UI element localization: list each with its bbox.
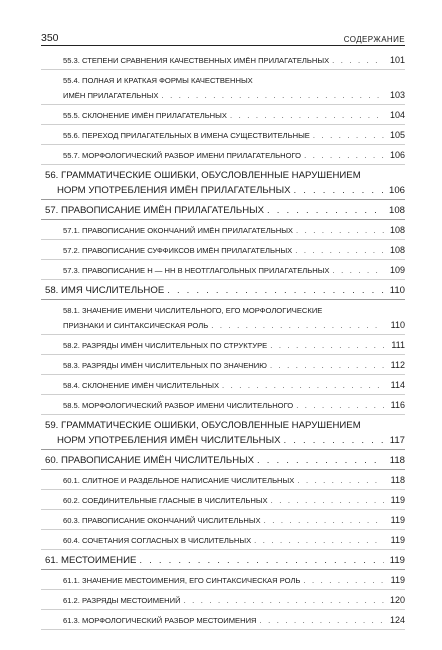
dot-leader <box>264 513 384 528</box>
toc-entry-title: 60.3. ПРАВОПИСАНИЕ ОКОНЧАНИЙ ЧИСЛИТЕЛЬНЫХ <box>63 515 261 525</box>
toc-section-entry[interactable] <box>41 510 405 530</box>
dot-leader <box>270 338 384 353</box>
row-divider <box>41 629 405 630</box>
toc-chapter-entry[interactable] <box>41 280 405 300</box>
toc-entry-title: 59. ГРАММАТИЧЕСКИЕ ОШИБКИ, ОБУСЛОВЛЕННЫЕ НАРУШЕНИЕМ <box>45 419 361 431</box>
toc-entry-title: 55.4. ПОЛНАЯ И КРАТКАЯ ФОРМЫ КАЧЕСТВЕННЫХ <box>63 75 253 85</box>
toc-section-entry[interactable] <box>41 530 405 550</box>
toc-page-number: 124 <box>389 614 405 625</box>
toc-section-entry[interactable] <box>41 145 405 165</box>
toc-page-number: 106 <box>388 184 405 196</box>
dot-leader <box>297 473 384 488</box>
toc-page-number: 104 <box>389 109 405 120</box>
toc-chapter-entry[interactable] <box>41 200 405 220</box>
toc-entry-title: 60.1. СЛИТНОЕ И РАЗДЕЛЬНОЕ НАПИСАНИЕ ЧИСЛИТЕЛЬНЫХ <box>63 475 295 485</box>
dot-leader <box>333 263 385 278</box>
toc-page-number: 109 <box>389 264 405 275</box>
dot-leader <box>167 283 384 298</box>
table-of-contents <box>41 50 405 630</box>
toc-section-entry[interactable] <box>41 70 405 105</box>
dot-leader <box>295 243 384 258</box>
toc-entry-title: 58.2. РАЗРЯДЫ ИМЁН ЧИСЛИТЕЛЬНЫХ ПО СТРУКТУРЕ <box>63 340 268 350</box>
toc-entry-title: 58. ИМЯ ЧИСЛИТЕЛЬНОЕ <box>45 284 165 296</box>
toc-section-entry[interactable] <box>41 105 405 125</box>
toc-section-entry[interactable] <box>41 50 405 70</box>
dot-leader <box>284 433 384 448</box>
dot-leader <box>296 223 384 238</box>
toc-section-entry[interactable] <box>41 335 405 355</box>
toc-page-number: 119 <box>390 494 405 505</box>
dot-leader <box>303 573 384 588</box>
toc-entry-title: ПРИЗНАКИ И СИНТАКСИЧЕСКАЯ РОЛЬ <box>63 320 209 330</box>
toc-page-number: 108 <box>388 204 405 216</box>
toc-entry-title: 55.3. СТЕПЕНИ СРАВНЕНИЯ КАЧЕСТВЕННЫХ ИМЁН ПРИЛАГАТЕЛЬНЫХ <box>63 55 330 65</box>
toc-page-number: 101 <box>389 54 405 65</box>
page-number: 350 <box>41 32 59 44</box>
toc-entry-title: 58.5. МОРФОЛОГИЧЕСКИЙ РАЗБОР ИМЕНИ ЧИСЛИТЕЛЬНОГО <box>63 400 294 410</box>
toc-section-entry[interactable] <box>41 240 405 260</box>
toc-entry-title: 57.1. ПРАВОПИСАНИЕ ОКОНЧАНИЙ ИМЁН ПРИЛАГАТЕЛЬНЫХ <box>63 225 293 235</box>
dot-leader <box>254 533 384 548</box>
toc-page-number: 110 <box>389 284 405 296</box>
toc-page-number: 119 <box>390 514 405 525</box>
page-header <box>41 30 405 44</box>
dot-leader <box>270 358 384 373</box>
toc-chapter-entry[interactable] <box>41 415 405 450</box>
toc-page-number: 118 <box>389 454 405 466</box>
dot-leader <box>260 613 384 628</box>
toc-entry-title: 61. МЕСТОИМЕНИЕ <box>45 554 137 566</box>
toc-page-number: 118 <box>390 474 405 485</box>
toc-entry-title: 61.2. РАЗРЯДЫ МЕСТОИМЕНИЙ <box>63 595 181 605</box>
toc-entry-title: 60.2. СОЕДИНИТЕЛЬНЫЕ ГЛАСНЫЕ В ЧИСЛИТЕЛЬНЫХ <box>63 495 268 505</box>
toc-page-number: 108 <box>389 244 405 255</box>
toc-page-number: 120 <box>389 594 405 605</box>
dot-leader <box>294 183 384 198</box>
toc-entry-title: 55.6. ПЕРЕХОД ПРИЛАГАТЕЛЬНЫХ В ИМЕНА СУЩЕСТВИТЕЛЬНЫЕ <box>63 130 310 140</box>
toc-entry-title: 58.4. СКЛОНЕНИЕ ИМЁН ЧИСЛИТЕЛЬНЫХ <box>63 380 220 390</box>
toc-entry-title: 57. ПРАВОПИСАНИЕ ИМЁН ПРИЛАГАТЕЛЬНЫХ <box>45 204 265 216</box>
dot-leader <box>296 398 384 413</box>
toc-entry-title: 58.1. ЗНАЧЕНИЕ ИМЕНИ ЧИСЛИТЕЛЬНОГО, ЕГО МОРФОЛОГИЧЕСКИЕ <box>63 305 323 315</box>
toc-page-number: 112 <box>390 359 405 370</box>
toc-page-number: 108 <box>389 224 405 235</box>
toc-page-number: 119 <box>390 574 405 585</box>
toc-page-number: 119 <box>390 534 405 545</box>
toc-section-entry[interactable] <box>41 610 405 630</box>
toc-entry-title: 55.7. МОРФОЛОГИЧЕСКИЙ РАЗБОР ИМЕНИ ПРИЛАГАТЕЛЬНОГО <box>63 150 302 160</box>
toc-entry-title: 61.3. МОРФОЛОГИЧЕСКИЙ РАЗБОР МЕСТОИМЕНИЯ <box>63 615 257 625</box>
toc-section-entry[interactable] <box>41 355 405 375</box>
header-divider <box>41 45 405 46</box>
dot-leader <box>230 108 384 123</box>
toc-section-entry[interactable] <box>41 470 405 490</box>
dot-leader <box>271 493 384 508</box>
toc-page-number: 114 <box>390 379 405 390</box>
dot-leader <box>162 88 385 103</box>
toc-section-entry[interactable] <box>41 260 405 280</box>
dot-leader <box>257 453 384 468</box>
toc-section-entry[interactable] <box>41 220 405 240</box>
toc-section-entry[interactable] <box>41 570 405 590</box>
toc-page-number: 117 <box>389 434 405 446</box>
toc-section-entry[interactable] <box>41 125 405 145</box>
toc-section-entry[interactable] <box>41 590 405 610</box>
section-title: СОДЕРЖАНИЕ <box>343 35 405 44</box>
dot-leader <box>139 553 384 568</box>
toc-entry-title: 56. ГРАММАТИЧЕСКИЕ ОШИБКИ, ОБУСЛОВЛЕННЫЕ НАРУШЕНИЕМ <box>45 169 361 181</box>
toc-page-number: 106 <box>389 149 405 160</box>
toc-entry-title: 55.5. СКЛОНЕНИЕ ИМЁН ПРИЛАГАТЕЛЬНЫХ <box>63 110 227 120</box>
toc-entry-title: НОРМ УПОТРЕБЛЕНИЯ ИМЁН ЧИСЛИТЕЛЬНЫХ <box>57 434 281 446</box>
dot-leader <box>313 128 384 143</box>
toc-chapter-entry[interactable] <box>41 550 405 570</box>
toc-entry-title: 60. ПРАВОПИСАНИЕ ИМЁН ЧИСЛИТЕЛЬНЫХ <box>45 454 255 466</box>
toc-chapter-entry[interactable] <box>41 165 405 200</box>
toc-page-number: 111 <box>391 339 405 350</box>
dot-leader <box>222 378 384 393</box>
toc-page-number: 119 <box>389 554 405 566</box>
dot-leader <box>332 53 384 68</box>
toc-section-entry[interactable] <box>41 395 405 415</box>
toc-section-entry[interactable] <box>41 375 405 395</box>
toc-entry-title: НОРМ УПОТРЕБЛЕНИЯ ИМЁН ПРИЛАГАТЕЛЬНЫХ <box>57 184 291 196</box>
toc-page-number: 103 <box>389 89 405 100</box>
toc-entry-title: 58.3. РАЗРЯДЫ ИМЁН ЧИСЛИТЕЛЬНЫХ ПО ЗНАЧЕНИЮ <box>63 360 267 370</box>
toc-entry-title: ИМЁН ПРИЛАГАТЕЛЬНЫХ <box>63 90 159 100</box>
toc-chapter-entry[interactable] <box>41 450 405 470</box>
toc-section-entry[interactable] <box>41 300 405 335</box>
toc-section-entry[interactable] <box>41 490 405 510</box>
toc-entry-title: 61.1. ЗНАЧЕНИЕ МЕСТОИМЕНИЯ, ЕГО СИНТАКСИЧЕСКАЯ РОЛЬ <box>63 575 301 585</box>
toc-entry-title: 57.3. ПРАВОПИСАНИЕ Н — НН В НЕОТГЛАГОЛЬНЫХ ПРИЛАГАТЕЛЬНЫХ <box>63 265 330 275</box>
dot-leader <box>267 203 384 218</box>
dot-leader <box>211 318 384 333</box>
dot-leader <box>304 148 384 163</box>
toc-entry-title: 57.2. ПРАВОПИСАНИЕ СУФФИКСОВ ИМЁН ПРИЛАГАТЕЛЬНЫХ <box>63 245 293 255</box>
toc-entry-title: 60.4. СОЧЕТАНИЯ СОГЛАСНЫХ В ЧИСЛИТЕЛЬНЫХ <box>63 535 252 545</box>
toc-page-number: 105 <box>389 129 405 140</box>
dot-leader <box>184 593 384 608</box>
toc-page-number: 116 <box>390 399 405 410</box>
toc-page-number: 110 <box>390 319 405 330</box>
